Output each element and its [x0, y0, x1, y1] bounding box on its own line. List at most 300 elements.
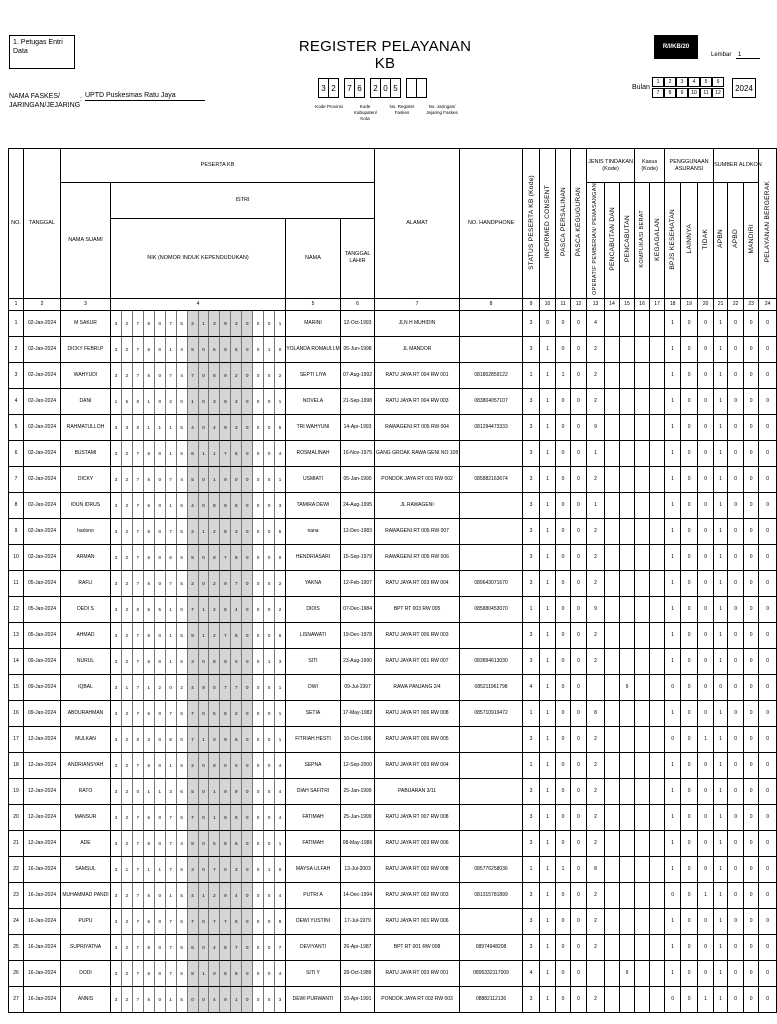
cell-tanggal-lahir[interactable]: 17-Jul-1979: [341, 908, 375, 934]
cell-col-15[interactable]: [620, 596, 635, 622]
cell-col-18[interactable]: 1: [665, 700, 681, 726]
cell-col-16[interactable]: [635, 570, 650, 596]
month-cell[interactable]: 5: [700, 77, 712, 87]
cell-col-18[interactable]: 1: [665, 622, 681, 648]
cell-tanggal-lahir[interactable]: 25-Jan-1999: [341, 778, 375, 804]
cell-tanggal-lahir[interactable]: 09-Jul-1997: [341, 674, 375, 700]
cell-col-19[interactable]: 0: [681, 570, 698, 596]
cell-col-21[interactable]: 1: [714, 700, 728, 726]
cell-col-23[interactable]: 0: [744, 908, 759, 934]
cell-alamat[interactable]: RATU JAYA RT 004 RW 001: [375, 362, 460, 388]
cell-alamat[interactable]: RATU JAYA RT 003 RW 004: [375, 752, 460, 778]
month-cell[interactable]: 6: [712, 77, 724, 87]
cell-col-11[interactable]: 0: [556, 934, 571, 960]
cell-col-19[interactable]: 0: [681, 518, 698, 544]
cell-tanggal-lahir[interactable]: 12-Oct-1993: [341, 310, 375, 336]
cell-col-11[interactable]: 0: [556, 518, 571, 544]
cell-col-17[interactable]: [650, 778, 665, 804]
cell-col-12[interactable]: 0: [571, 596, 587, 622]
cell-col-13[interactable]: 2: [587, 830, 605, 856]
cell-nama[interactable]: DEWI PURWANTI: [286, 986, 341, 1012]
cell-col-13[interactable]: 2: [587, 726, 605, 752]
cell-col-10[interactable]: 1: [540, 934, 556, 960]
cell-col-13[interactable]: 2: [587, 986, 605, 1012]
cell-col-14[interactable]: [605, 570, 620, 596]
cell-col-19[interactable]: 0: [681, 440, 698, 466]
cell-col-12[interactable]: 0: [571, 388, 587, 414]
cell-nama-suami[interactable]: MUHAMMAD PANDI: [61, 882, 111, 908]
cell-col-19[interactable]: 0: [681, 986, 698, 1012]
cell-col-17[interactable]: [650, 674, 665, 700]
cell-handphone[interactable]: 081315781899: [460, 882, 523, 908]
cell-handphone[interactable]: [460, 492, 523, 518]
cell-col-13[interactable]: 2: [587, 648, 605, 674]
cell-col-20[interactable]: 0: [698, 778, 714, 804]
cell-col-14[interactable]: [605, 596, 620, 622]
cell-col-22[interactable]: 0: [728, 726, 744, 752]
cell-nik[interactable]: [111, 752, 286, 778]
cell-col-21[interactable]: 1: [714, 882, 728, 908]
cell-col-24[interactable]: 0: [759, 830, 777, 856]
cell-tanggal[interactable]: 05-Jan-2024: [24, 622, 61, 648]
cell-nama[interactable]: HENDRIASARI: [286, 544, 341, 570]
cell-col-23[interactable]: 0: [744, 570, 759, 596]
cell-col-13[interactable]: [587, 674, 605, 700]
cell-no[interactable]: 9: [9, 518, 24, 544]
cell-col-20[interactable]: 0: [698, 856, 714, 882]
cell-col-16[interactable]: [635, 596, 650, 622]
cell-alamat[interactable]: RAWAGENI RT 005 RW 007: [375, 518, 460, 544]
lembar-value[interactable]: 1: [736, 52, 760, 59]
cell-col-15[interactable]: [620, 310, 635, 336]
cell-nik[interactable]: [111, 414, 286, 440]
cell-col-17[interactable]: [650, 362, 665, 388]
cell-tanggal-lahir[interactable]: 24-Aug-1995: [341, 492, 375, 518]
cell-col-10[interactable]: 1: [540, 622, 556, 648]
cell-alamat[interactable]: BPT RT 003 RW 005: [375, 596, 460, 622]
cell-col-17[interactable]: [650, 466, 665, 492]
cell-col-10[interactable]: 1: [540, 830, 556, 856]
cell-handphone[interactable]: 081294473333: [460, 414, 523, 440]
cell-col-15[interactable]: [620, 986, 635, 1012]
cell-col-20[interactable]: 0: [698, 388, 714, 414]
cell-col-16[interactable]: [635, 440, 650, 466]
cell-tanggal[interactable]: 16-Jan-2024: [24, 934, 61, 960]
cell-nama[interactable]: FATIMAH: [286, 804, 341, 830]
cell-handphone[interactable]: 085776258036: [460, 856, 523, 882]
cell-col-22[interactable]: 0: [728, 310, 744, 336]
cell-nama[interactable]: FATIMAH: [286, 830, 341, 856]
cell-tanggal[interactable]: 16-Jan-2024: [24, 908, 61, 934]
cell-col-23[interactable]: 0: [744, 622, 759, 648]
cell-alamat[interactable]: PABUARAN 3/11: [375, 778, 460, 804]
cell-col-18[interactable]: 1: [665, 570, 681, 596]
cell-nama[interactable]: DEVIYANTI: [286, 934, 341, 960]
cell-tanggal[interactable]: 02-Jan-2024: [24, 362, 61, 388]
cell-tanggal-lahir[interactable]: 07-Aug-1992: [341, 362, 375, 388]
cell-col-23[interactable]: 0: [744, 986, 759, 1012]
cell-col-22[interactable]: 0: [728, 778, 744, 804]
cell-col-19[interactable]: 0: [681, 622, 698, 648]
cell-alamat[interactable]: RATU JAYA RT 001 RW 006: [375, 908, 460, 934]
cell-col-13[interactable]: 2: [587, 804, 605, 830]
cell-col-15[interactable]: [620, 388, 635, 414]
cell-col-10[interactable]: 1: [540, 882, 556, 908]
cell-no[interactable]: 26: [9, 960, 24, 986]
cell-col-11[interactable]: 0: [556, 310, 571, 336]
cell-col-9[interactable]: 4: [523, 960, 540, 986]
cell-col-12[interactable]: 0: [571, 466, 587, 492]
cell-col-20[interactable]: 0: [698, 570, 714, 596]
cell-col-15[interactable]: [620, 934, 635, 960]
cell-col-11[interactable]: 0: [556, 596, 571, 622]
cell-tanggal-lahir[interactable]: 13-Jul-2003: [341, 856, 375, 882]
cell-handphone[interactable]: 085710919472: [460, 700, 523, 726]
cell-col-23[interactable]: 0: [744, 830, 759, 856]
cell-col-22[interactable]: 0: [728, 648, 744, 674]
cell-nama-suami[interactable]: ADE: [61, 830, 111, 856]
cell-col-21[interactable]: 1: [714, 388, 728, 414]
no-jaringan-digit[interactable]: [416, 78, 427, 98]
cell-col-18[interactable]: 0: [665, 726, 681, 752]
cell-alamat[interactable]: RATU JAYA RT 003 RW 004: [375, 570, 460, 596]
cell-nama[interactable]: FITRIAH HESTI: [286, 726, 341, 752]
cell-nama-suami[interactable]: WAHYUDI: [61, 362, 111, 388]
cell-col-21[interactable]: 1: [714, 934, 728, 960]
cell-col-20[interactable]: 0: [698, 492, 714, 518]
cell-tanggal[interactable]: 16-Jan-2024: [24, 856, 61, 882]
cell-tanggal-lahir[interactable]: 25-Jan-1999: [341, 804, 375, 830]
cell-col-14[interactable]: [605, 752, 620, 778]
cell-col-24[interactable]: 0: [759, 596, 777, 622]
cell-tanggal[interactable]: 05-Jan-2024: [24, 596, 61, 622]
cell-nik[interactable]: [111, 882, 286, 908]
cell-col-9[interactable]: 3: [523, 804, 540, 830]
cell-col-16[interactable]: [635, 882, 650, 908]
cell-alamat[interactable]: RATU JAYA RT 006 RW 003: [375, 622, 460, 648]
cell-handphone[interactable]: [460, 752, 523, 778]
cell-handphone[interactable]: 081802859122: [460, 362, 523, 388]
cell-col-15[interactable]: [620, 882, 635, 908]
cell-col-11[interactable]: 0: [556, 674, 571, 700]
cell-col-9[interactable]: 1: [523, 700, 540, 726]
month-cell[interactable]: 10: [688, 88, 700, 98]
cell-col-14[interactable]: [605, 648, 620, 674]
cell-nama-suami[interactable]: RAHMATULLOH: [61, 414, 111, 440]
cell-col-15[interactable]: [620, 336, 635, 362]
cell-col-15[interactable]: [620, 778, 635, 804]
cell-col-21[interactable]: 1: [714, 960, 728, 986]
cell-nama[interactable]: SITI: [286, 648, 341, 674]
cell-col-19[interactable]: 0: [681, 648, 698, 674]
cell-nik[interactable]: [111, 804, 286, 830]
cell-col-11[interactable]: 0: [556, 752, 571, 778]
cell-col-23[interactable]: 0: [744, 492, 759, 518]
cell-nama-suami[interactable]: IQBAL: [61, 674, 111, 700]
cell-nama-suami[interactable]: ARMAN: [61, 544, 111, 570]
cell-col-22[interactable]: 0: [728, 518, 744, 544]
cell-col-13[interactable]: 1: [587, 440, 605, 466]
cell-col-12[interactable]: 0: [571, 986, 587, 1012]
cell-col-19[interactable]: 0: [681, 778, 698, 804]
cell-nama-suami[interactable]: ABDURAHMAN: [61, 700, 111, 726]
cell-col-21[interactable]: 1: [714, 856, 728, 882]
cell-col-13[interactable]: 2: [587, 908, 605, 934]
cell-tanggal[interactable]: 02-Jan-2024: [24, 466, 61, 492]
cell-col-10[interactable]: 1: [540, 414, 556, 440]
cell-nama-suami[interactable]: PUPU: [61, 908, 111, 934]
cell-col-15[interactable]: [620, 856, 635, 882]
cell-col-22[interactable]: 0: [728, 804, 744, 830]
cell-col-10[interactable]: 1: [540, 700, 556, 726]
cell-col-12[interactable]: 0: [571, 726, 587, 752]
cell-col-10[interactable]: 1: [540, 518, 556, 544]
cell-col-19[interactable]: 0: [681, 700, 698, 726]
cell-nik[interactable]: [111, 596, 286, 622]
no-register-faskes[interactable]: [371, 78, 401, 100]
cell-col-16[interactable]: [635, 674, 650, 700]
cell-col-23[interactable]: 0: [744, 388, 759, 414]
cell-col-10[interactable]: 1: [540, 492, 556, 518]
cell-col-24[interactable]: 0: [759, 466, 777, 492]
cell-col-20[interactable]: 0: [698, 518, 714, 544]
cell-col-19[interactable]: 0: [681, 830, 698, 856]
cell-col-20[interactable]: 1: [698, 986, 714, 1012]
cell-col-17[interactable]: [650, 856, 665, 882]
cell-col-9[interactable]: 3: [523, 310, 540, 336]
cell-col-20[interactable]: 0: [698, 908, 714, 934]
cell-no[interactable]: 22: [9, 856, 24, 882]
cell-col-20[interactable]: 0: [698, 414, 714, 440]
cell-tanggal-lahir[interactable]: 28-Oct-1989: [341, 960, 375, 986]
cell-col-18[interactable]: 1: [665, 310, 681, 336]
cell-no[interactable]: 14: [9, 648, 24, 674]
cell-col-14[interactable]: [605, 518, 620, 544]
cell-nama[interactable]: MAYSA ULFAH: [286, 856, 341, 882]
cell-col-17[interactable]: [650, 544, 665, 570]
cell-col-22[interactable]: 0: [728, 830, 744, 856]
month-cell[interactable]: 4: [688, 77, 700, 87]
cell-alamat[interactable]: RATU JAYA RT 003 RW 006: [375, 830, 460, 856]
cell-col-19[interactable]: 0: [681, 752, 698, 778]
cell-col-19[interactable]: 0: [681, 336, 698, 362]
cell-col-9[interactable]: 4: [523, 674, 540, 700]
cell-col-11[interactable]: 0: [556, 440, 571, 466]
cell-col-21[interactable]: 1: [714, 440, 728, 466]
cell-handphone[interactable]: [460, 908, 523, 934]
cell-col-13[interactable]: [587, 960, 605, 986]
cell-alamat[interactable]: PONDOK JAYA RT 001 RW 002: [375, 466, 460, 492]
cell-col-20[interactable]: 0: [698, 804, 714, 830]
cell-col-16[interactable]: [635, 466, 650, 492]
cell-col-24[interactable]: 0: [759, 752, 777, 778]
cell-nama-suami[interactable]: SAMSUL: [61, 856, 111, 882]
cell-handphone[interactable]: [460, 336, 523, 362]
cell-col-23[interactable]: 0: [744, 804, 759, 830]
cell-col-9[interactable]: 3: [523, 622, 540, 648]
cell-col-23[interactable]: 0: [744, 752, 759, 778]
cell-col-19[interactable]: 0: [681, 856, 698, 882]
cell-col-21[interactable]: 1: [714, 518, 728, 544]
cell-no[interactable]: 25: [9, 934, 24, 960]
cell-col-22[interactable]: 0: [728, 336, 744, 362]
cell-nik[interactable]: [111, 492, 286, 518]
cell-col-22[interactable]: 0: [728, 466, 744, 492]
cell-handphone[interactable]: [460, 622, 523, 648]
cell-col-21[interactable]: 1: [714, 492, 728, 518]
cell-col-10[interactable]: 1: [540, 570, 556, 596]
cell-col-24[interactable]: 0: [759, 388, 777, 414]
cell-col-24[interactable]: 0: [759, 700, 777, 726]
cell-col-23[interactable]: 0: [744, 518, 759, 544]
cell-nik[interactable]: [111, 544, 286, 570]
cell-col-23[interactable]: 0: [744, 310, 759, 336]
cell-col-14[interactable]: [605, 440, 620, 466]
cell-col-24[interactable]: 0: [759, 856, 777, 882]
kode-provinsi-digit[interactable]: 2: [328, 78, 339, 98]
cell-nama[interactable]: SEPTI LIYA: [286, 362, 341, 388]
cell-no[interactable]: 5: [9, 414, 24, 440]
cell-nama[interactable]: YAKNA: [286, 570, 341, 596]
cell-col-17[interactable]: [650, 830, 665, 856]
cell-col-11[interactable]: 0: [556, 986, 571, 1012]
cell-col-9[interactable]: 3: [523, 492, 540, 518]
cell-col-11[interactable]: 0: [556, 830, 571, 856]
cell-col-11[interactable]: 0: [556, 570, 571, 596]
cell-col-17[interactable]: [650, 310, 665, 336]
cell-tanggal[interactable]: 02-Jan-2024: [24, 414, 61, 440]
cell-col-17[interactable]: [650, 570, 665, 596]
cell-col-22[interactable]: 0: [728, 622, 744, 648]
cell-tanggal[interactable]: 09-Jan-2024: [24, 674, 61, 700]
cell-col-23[interactable]: 0: [744, 648, 759, 674]
cell-col-23[interactable]: 0: [744, 726, 759, 752]
cell-col-9[interactable]: 3: [523, 726, 540, 752]
cell-col-18[interactable]: 1: [665, 518, 681, 544]
month-cell[interactable]: 2: [664, 77, 676, 87]
cell-col-22[interactable]: 0: [728, 856, 744, 882]
cell-col-16[interactable]: [635, 622, 650, 648]
cell-col-9[interactable]: 1: [523, 596, 540, 622]
cell-col-15[interactable]: [620, 544, 635, 570]
cell-handphone[interactable]: [460, 830, 523, 856]
cell-nama-suami[interactable]: NURUL: [61, 648, 111, 674]
cell-col-9[interactable]: 3: [523, 466, 540, 492]
cell-col-11[interactable]: 0: [556, 492, 571, 518]
cell-handphone[interactable]: 083894613030: [460, 648, 523, 674]
cell-no[interactable]: 13: [9, 622, 24, 648]
cell-col-13[interactable]: 2: [587, 570, 605, 596]
kode-provinsi[interactable]: [319, 78, 339, 100]
cell-col-20[interactable]: 0: [698, 752, 714, 778]
cell-col-13[interactable]: 9: [587, 414, 605, 440]
cell-col-15[interactable]: 9: [620, 960, 635, 986]
cell-nik[interactable]: [111, 466, 286, 492]
cell-col-23[interactable]: 0: [744, 674, 759, 700]
cell-col-14[interactable]: [605, 700, 620, 726]
cell-alamat[interactable]: RATU JAYA RT 004 RW 003: [375, 388, 460, 414]
cell-col-14[interactable]: [605, 882, 620, 908]
cell-col-23[interactable]: 0: [744, 700, 759, 726]
cell-col-11[interactable]: 0: [556, 804, 571, 830]
cell-col-18[interactable]: 1: [665, 440, 681, 466]
cell-handphone[interactable]: [460, 440, 523, 466]
cell-tanggal-lahir[interactable]: 15-Sep-1979: [341, 544, 375, 570]
cell-col-11[interactable]: 0: [556, 726, 571, 752]
cell-alamat[interactable]: RATU JAYA RT 006 RW 005: [375, 726, 460, 752]
cell-tanggal-lahir[interactable]: 26-Apr-1987: [341, 934, 375, 960]
cell-tanggal[interactable]: 02-Jan-2024: [24, 310, 61, 336]
cell-nik[interactable]: [111, 518, 286, 544]
cell-nama-suami[interactable]: DANI: [61, 388, 111, 414]
cell-col-16[interactable]: [635, 908, 650, 934]
cell-col-10[interactable]: 1: [540, 648, 556, 674]
cell-col-22[interactable]: 0: [728, 908, 744, 934]
cell-col-22[interactable]: 0: [728, 544, 744, 570]
cell-col-14[interactable]: [605, 388, 620, 414]
cell-col-21[interactable]: 1: [714, 336, 728, 362]
cell-col-15[interactable]: [620, 362, 635, 388]
cell-col-20[interactable]: 0: [698, 960, 714, 986]
cell-no[interactable]: 16: [9, 700, 24, 726]
cell-col-15[interactable]: [620, 414, 635, 440]
cell-col-24[interactable]: 0: [759, 414, 777, 440]
cell-col-14[interactable]: [605, 856, 620, 882]
cell-col-10[interactable]: 1: [540, 856, 556, 882]
cell-col-23[interactable]: 0: [744, 934, 759, 960]
cell-col-13[interactable]: 2: [587, 934, 605, 960]
cell-col-23[interactable]: 0: [744, 856, 759, 882]
cell-col-16[interactable]: [635, 778, 650, 804]
cell-nama-suami[interactable]: DICKY FEBRI.P: [61, 336, 111, 362]
cell-tanggal-lahir[interactable]: 10-Oct-1996: [341, 726, 375, 752]
cell-no[interactable]: 24: [9, 908, 24, 934]
cell-col-10[interactable]: 1: [540, 544, 556, 570]
cell-col-21[interactable]: 1: [714, 414, 728, 440]
cell-col-13[interactable]: 2: [587, 518, 605, 544]
cell-col-16[interactable]: [635, 388, 650, 414]
cell-col-10[interactable]: 1: [540, 466, 556, 492]
month-cell[interactable]: 7: [652, 88, 664, 98]
cell-col-12[interactable]: 0: [571, 934, 587, 960]
cell-col-22[interactable]: 0: [728, 882, 744, 908]
cell-nama-suami[interactable]: harlono: [61, 518, 111, 544]
cell-handphone[interactable]: 08882112136: [460, 986, 523, 1012]
cell-col-15[interactable]: [620, 726, 635, 752]
cell-col-17[interactable]: [650, 440, 665, 466]
cell-col-23[interactable]: 0: [744, 778, 759, 804]
cell-col-9[interactable]: 3: [523, 648, 540, 674]
cell-handphone[interactable]: [460, 310, 523, 336]
cell-alamat[interactable]: RATU JAYA RT 006 RW 008: [375, 700, 460, 726]
cell-nik[interactable]: [111, 336, 286, 362]
cell-col-11[interactable]: 0: [556, 388, 571, 414]
cell-alamat[interactable]: RATU JAYA RT 002 RW 008: [375, 856, 460, 882]
cell-col-12[interactable]: 0: [571, 544, 587, 570]
cell-tanggal-lahir[interactable]: 07-Dec-1984: [341, 596, 375, 622]
cell-handphone[interactable]: 08974948208: [460, 934, 523, 960]
cell-col-17[interactable]: [650, 622, 665, 648]
cell-nama[interactable]: YOLANDA ROMAULI.M: [286, 336, 341, 362]
cell-nama[interactable]: ROSMALINAH: [286, 440, 341, 466]
cell-col-9[interactable]: 3: [523, 908, 540, 934]
cell-nik[interactable]: [111, 700, 286, 726]
cell-col-22[interactable]: 0: [728, 986, 744, 1012]
cell-col-12[interactable]: 0: [571, 362, 587, 388]
cell-tanggal-lahir[interactable]: 05-Jun-1998: [341, 336, 375, 362]
cell-col-12[interactable]: 0: [571, 700, 587, 726]
cell-col-15[interactable]: [620, 804, 635, 830]
